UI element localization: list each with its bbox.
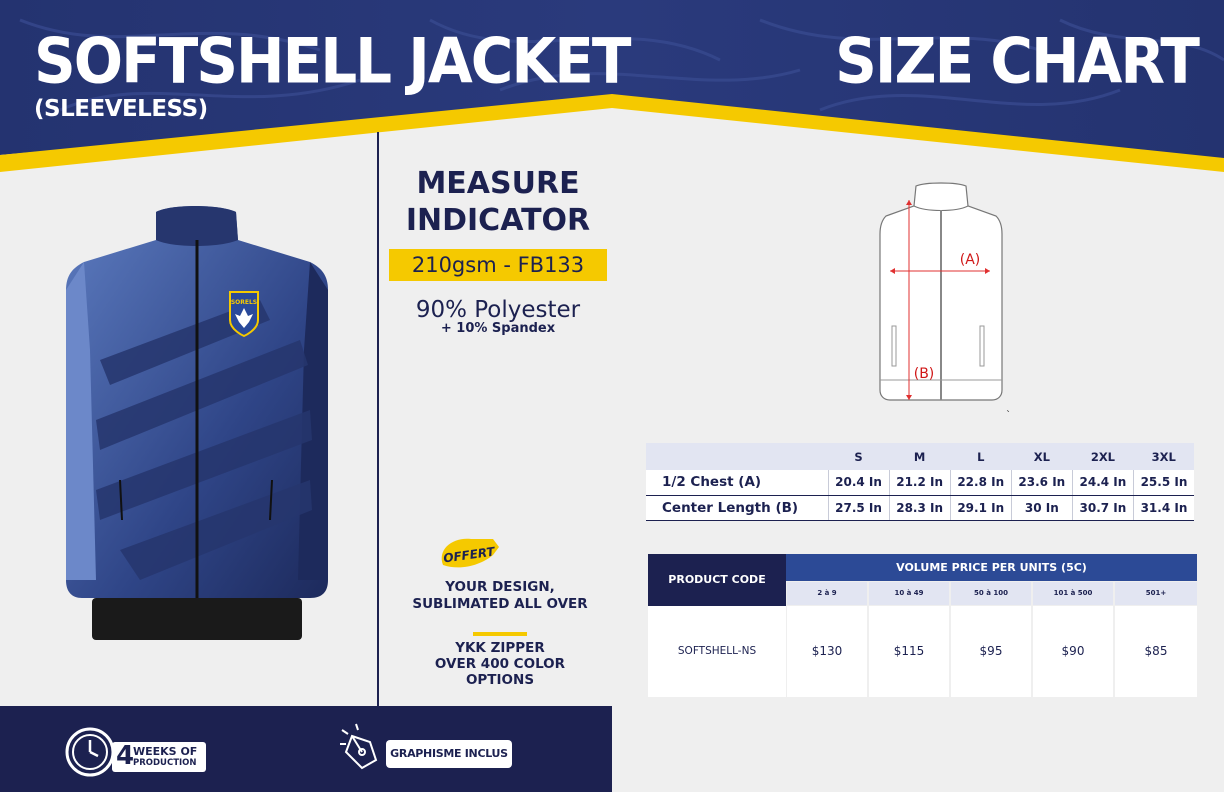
measure-title-line1: MEASURE: [416, 166, 580, 201]
size-header: 3XL: [1133, 443, 1194, 470]
price-cell: $85: [1115, 606, 1197, 697]
table-cell: 23.6 In: [1011, 470, 1072, 495]
vertical-divider: [377, 132, 379, 708]
product-code-cell: SOFTSHELL-NS: [648, 606, 786, 697]
logo-text: SORELS: [230, 299, 258, 306]
size-header-blank: [646, 443, 828, 470]
tier-header: 501+: [1115, 582, 1197, 605]
size-header: XL: [1011, 443, 1072, 470]
price-cell: $130: [787, 606, 867, 697]
row-label: 1/2 Chest (A): [646, 470, 828, 495]
composition-sub: + 10% Spandex: [440, 321, 556, 336]
table-row: [646, 470, 1194, 495]
tier-header: 101 à 500: [1033, 582, 1113, 605]
price-cell: $90: [1033, 606, 1113, 697]
design-line1: YOUR DESIGN,: [445, 579, 555, 595]
size-header-row: [646, 443, 1194, 470]
table-cell: 21.2 In: [889, 470, 950, 495]
design-text: [400, 579, 600, 613]
row-label: Center Length (B): [646, 495, 828, 520]
tier-header: 50 à 100: [951, 582, 1031, 605]
weeks-label: WEEKS OF: [133, 745, 198, 758]
size-header: L: [950, 443, 1011, 470]
table-cell: 31.4 In: [1133, 495, 1194, 520]
jacket-image: [60, 200, 335, 650]
size-header: 2XL: [1072, 443, 1133, 470]
pen-tool-icon: [336, 720, 392, 776]
yellow-separator: [473, 632, 527, 636]
table-row: [646, 495, 1194, 520]
table-cell: 29.1 In: [950, 495, 1011, 520]
weeks-number: 4: [116, 741, 135, 771]
footer-banner: [0, 706, 612, 792]
svg-text:OFFERT: OFFERT: [442, 544, 496, 566]
label-a: (A): [959, 252, 981, 268]
product-subtitle: (SLEEVELESS): [34, 96, 208, 122]
table-cell: 25.5 In: [1133, 470, 1194, 495]
size-header: S: [828, 443, 889, 470]
table-cell: 24.4 In: [1072, 470, 1133, 495]
design-line2: SUBLIMATED ALL OVER: [412, 596, 588, 612]
volume-header: VOLUME PRICE PER UNITS (5C): [786, 554, 1197, 581]
fabric-code: 210gsm - FB133: [389, 249, 607, 281]
production-label: PRODUCTION: [133, 758, 197, 768]
tick-mark: `: [1006, 410, 1011, 420]
graphisme-badge: GRAPHISME INCLUS: [386, 740, 512, 768]
table-cell: 22.8 In: [950, 470, 1011, 495]
size-chart-title: SIZE CHART: [835, 24, 1198, 98]
table-cell: 30 In: [1011, 495, 1072, 520]
measure-title-line2: INDICATOR: [405, 203, 591, 238]
table-cell: 30.7 In: [1072, 495, 1133, 520]
header-banner: [0, 0, 1224, 175]
production-badge: [112, 742, 206, 772]
tier-header: 10 à 49: [869, 582, 949, 605]
size-header: M: [889, 443, 950, 470]
zipper-text: [400, 640, 600, 688]
price-table: [648, 554, 1197, 697]
clock-icon: [64, 726, 116, 778]
zipper-line1: YKK ZIPPER: [455, 640, 545, 656]
composition: 90% Polyester: [415, 297, 581, 323]
offert-badge: [435, 535, 503, 571]
zipper-line2: OVER 400 COLOR OPTIONS: [434, 656, 566, 688]
product-code-header: PRODUCT CODE: [648, 554, 786, 606]
product-title: SOFTSHELL JACKET: [34, 24, 630, 98]
tier-header: 2 à 9: [787, 582, 867, 605]
table-cell: 20.4 In: [828, 470, 889, 495]
measure-info: [388, 165, 608, 336]
size-table: [646, 443, 1194, 521]
measurement-diagram: [866, 180, 1016, 420]
price-cell: $95: [951, 606, 1031, 697]
label-b: (B): [913, 366, 935, 382]
table-cell: 28.3 In: [889, 495, 950, 520]
table-cell: 27.5 In: [828, 495, 889, 520]
price-cell: $115: [869, 606, 949, 697]
